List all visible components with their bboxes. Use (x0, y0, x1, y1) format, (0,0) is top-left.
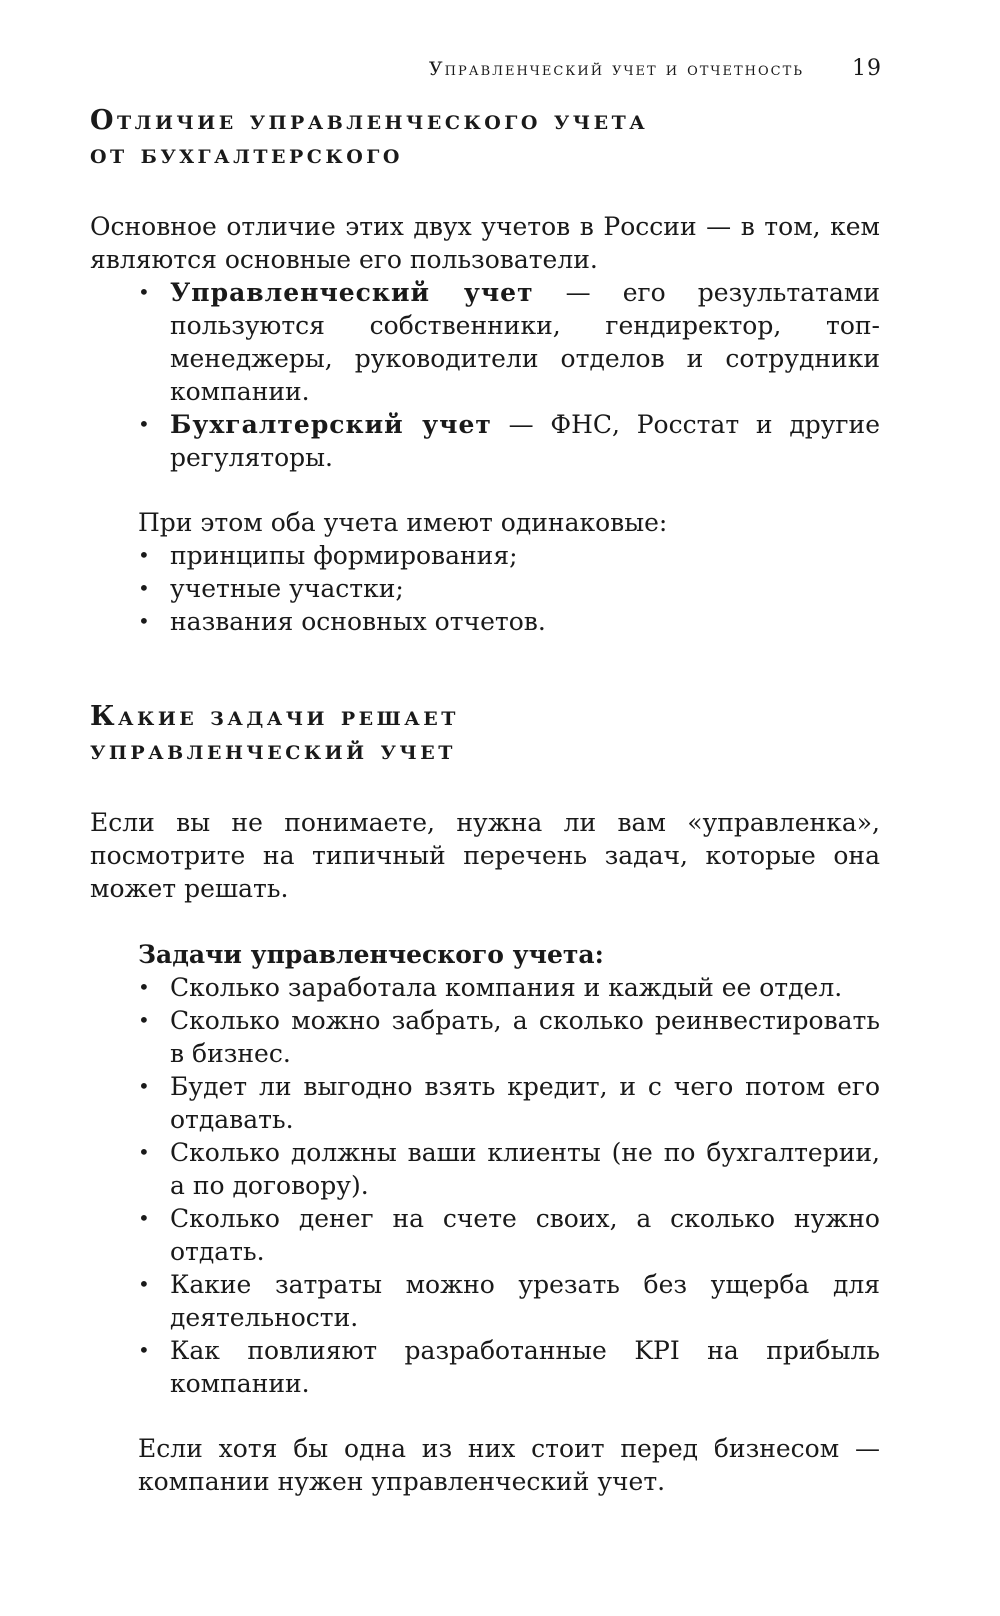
list-item-text: — его результатами пользуются собственники, гендиректор, топ-менеджеры, руководители отделов и сотрудники компании. (170, 278, 880, 406)
list-item: • принципы формирования; (138, 539, 880, 572)
common-intro: При этом оба учета имеют одинаковые: (138, 508, 668, 537)
list-item (138, 408, 880, 474)
section-heading-difference (90, 104, 880, 172)
section-heading-tasks (90, 700, 880, 768)
list-item-term: Бухгалтерский учет (170, 410, 492, 439)
list-item: • Какие затраты можно урезать без ущерба для деятельности. (138, 1268, 880, 1334)
list-item-text: — ФНС, Росстат и другие регуляторы. (170, 410, 880, 472)
list-item: • Как повлияют разработанные KPI на прибыль компании. (138, 1334, 880, 1400)
list-item: • Сколько денег на счете своих, а сколько нужно отдать. (138, 1202, 880, 1268)
page-content (90, 104, 880, 1498)
tasks-intro: Если вы не понимаете, нужна ли вам «управленка», посмотрите на типичный перечень задач, которые она может решать. (90, 808, 880, 903)
list-item: • учетные участки; (138, 572, 880, 605)
heading-line: Какие задачи решает (90, 701, 459, 732)
common-list (90, 539, 880, 638)
heading-line: Отличие управленческого учета (90, 105, 649, 136)
list-item: • Сколько можно забрать, а сколько реинвестировать в бизнес. (138, 1004, 880, 1070)
running-title: Управленческий учет и отчетность (428, 58, 804, 80)
heading-line: от бухгалтерского (90, 139, 403, 170)
page-number: 19 (852, 56, 882, 81)
tasks-list (90, 971, 880, 1400)
list-item-term: Управленческий учет (170, 278, 534, 307)
list-item: • Будет ли выгодно взять кредит, и с чего потом его отдавать. (138, 1070, 880, 1136)
list-item: • Сколько должны ваши клиенты (не по бухгалтерии, а по договору). (138, 1136, 880, 1202)
conclusion: Если хотя бы одна из них стоит перед бизнесом — компании нужен управленческий учет. (138, 1434, 880, 1496)
list-item (138, 276, 880, 408)
list-item: • Сколько заработала компания и каждый ее отдел. (138, 971, 880, 1004)
list-item: • названия основных отчетов. (138, 605, 880, 638)
heading-line: управленческий учет (90, 735, 456, 766)
tasks-subheading: Задачи управленческого учета: (138, 940, 604, 969)
difference-intro: Основное отличие этих двух учетов в России — в том, кем являются основные его пользователи. (90, 212, 880, 274)
users-list (90, 276, 880, 474)
running-head (429, 56, 882, 81)
